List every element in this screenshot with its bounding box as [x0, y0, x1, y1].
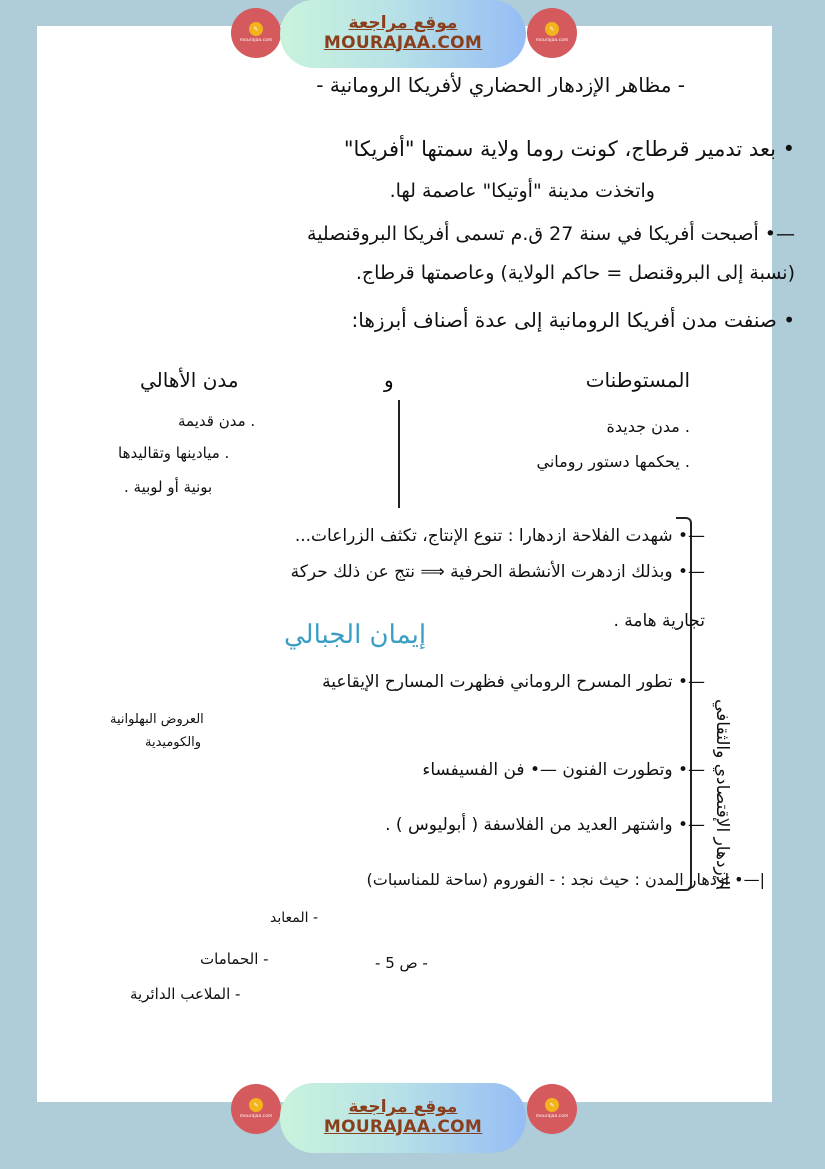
mourajaa-logo[interactable] [527, 1084, 577, 1134]
logo-caption: mourajaa.com [535, 1114, 569, 1120]
page-number: - ص 5 - [375, 954, 428, 972]
mourajaa-logo[interactable] [527, 8, 577, 58]
banner-arabic-link[interactable]: موقع مراجعة [348, 13, 458, 34]
section-side-label: الإزدهار الإقتصادي والثقافي [712, 698, 732, 890]
section-line: تجارية هامة . [613, 611, 705, 631]
logo-caption: mourajaa.com [535, 38, 569, 44]
para1-line2: واتخذت مدينة "أوتيكا" عاصمة لها. [389, 180, 655, 202]
city-feature-item: - الملاعب الدائرية [130, 985, 241, 1003]
logo-caption: mourajaa.com [239, 38, 273, 44]
para3: • صنفت مدن أفريكا الرومانية إلى عدة أصناف أبرزها: [351, 308, 795, 332]
native-city-item: . مدن قديمة [178, 412, 256, 430]
section-line: —• واشتهر العديد من الفلاسفة ( أبوليوس ) . [385, 815, 705, 835]
book-badge-icon: ✎ [545, 1098, 559, 1112]
mourajaa-logo[interactable] [231, 8, 281, 58]
colony-item: . يحكمها دستور روماني [536, 452, 690, 471]
document-title: - مظاهر الإزدهار الحضاري لأفريكا الرومانية - [316, 73, 685, 97]
para2-line2: (نسبة إلى البروقنصل = حاكم الولاية) وعاصمتها قرطاج. [355, 262, 795, 284]
banner-url-link[interactable]: MOURAJAA.COM [323, 1117, 483, 1137]
column-connector: و [384, 368, 394, 392]
native-city-item: بونية أو لوبية . [124, 478, 213, 496]
colony-item: . مدن جديدة [606, 417, 690, 436]
site-banner[interactable] [280, 0, 526, 68]
section-line: —• تطور المسرح الروماني فظهرت المسارح الإيقاعية [322, 672, 705, 692]
banner-arabic-link[interactable]: موقع مراجعة [348, 1097, 458, 1118]
cities-line: |—• ازدهار المدن : حيث نجد : - الفوروم (ساحة للمناسبات) [366, 870, 765, 889]
author-signature: إيمان الجبالي [284, 620, 427, 650]
mourajaa-logo[interactable] [231, 1084, 281, 1134]
para2-line1: —• أصبحت أفريكا في سنة 27 ق.م تسمى أفريكا البروقنصلية [307, 223, 795, 245]
city-feature-item: - المعابد [270, 910, 319, 926]
column-divider [398, 400, 400, 508]
logo-caption: mourajaa.com [239, 1114, 273, 1120]
native-city-item: . ميادينها وتقاليدها [118, 444, 230, 462]
section-annotation: والكوميدية [145, 735, 202, 750]
book-badge-icon: ✎ [249, 1098, 263, 1112]
section-line: —• وبذلك ازدهرت الأنشطة الحرفية ⟹ نتج عن ذلك حركة [290, 562, 705, 582]
banner-url-link[interactable]: MOURAJAA.COM [323, 33, 483, 53]
city-feature-item: - الحمامات [200, 950, 269, 968]
site-banner[interactable] [280, 1083, 526, 1153]
section-line: —• شهدت الفلاحة ازدهارا : تنوع الإنتاج، تكثف الزراعات... [294, 526, 705, 546]
book-badge-icon: ✎ [545, 22, 559, 36]
section-annotation: العروض البهلوانية [110, 712, 204, 727]
para1-line1: • بعد تدمير قرطاج، كونت روما ولاية سمتها "أفريكا" [343, 137, 795, 161]
section-line: —• وتطورت الفنون —• فن الفسيفساء [422, 760, 705, 780]
book-badge-icon: ✎ [249, 22, 263, 36]
column-header-colonies: المستوطنات [585, 368, 690, 392]
column-header-native-cities: مدن الأهالي [140, 368, 239, 392]
